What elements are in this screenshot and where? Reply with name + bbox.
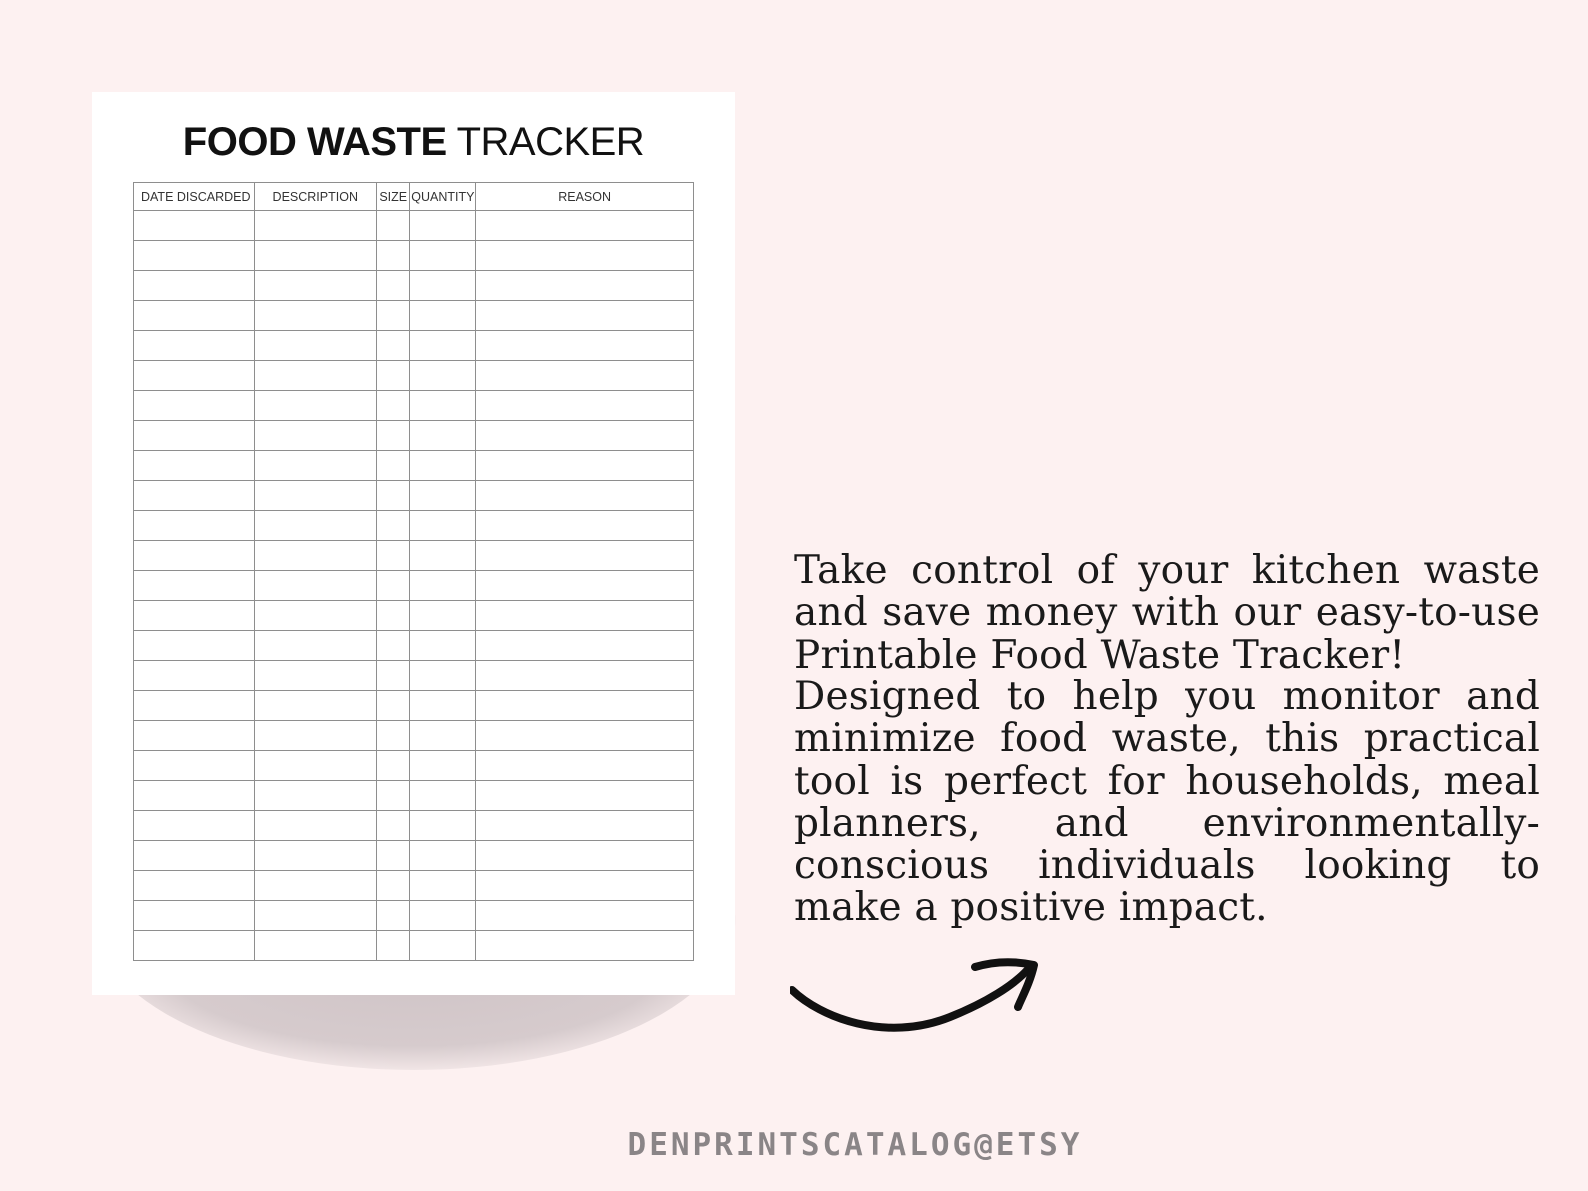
- table-cell: [410, 421, 476, 451]
- table-cell: [254, 841, 377, 871]
- table-cell: [476, 901, 694, 931]
- table-cell: [377, 631, 410, 661]
- table-cell: [410, 331, 476, 361]
- table-cell: [134, 211, 255, 241]
- table-cell: [476, 271, 694, 301]
- table-cell: [476, 631, 694, 661]
- table-cell: [254, 511, 377, 541]
- table-cell: [254, 691, 377, 721]
- table-cell: [476, 571, 694, 601]
- description-paragraph-2: Designed to help you monitor and minimize food waste, this practical tool is perfect for households, meal planners, and environmentally-conscious individuals looking to make a positive impact.: [794, 674, 1540, 931]
- table-row: [134, 421, 694, 451]
- table-cell: [377, 811, 410, 841]
- table-cell: [410, 721, 476, 751]
- table-cell: [254, 481, 377, 511]
- table-cell: [254, 811, 377, 841]
- table-row: [134, 481, 694, 511]
- table-cell: [377, 511, 410, 541]
- table-row: [134, 241, 694, 271]
- table-cell: [410, 931, 476, 961]
- table-cell: [134, 541, 255, 571]
- table-cell: [476, 421, 694, 451]
- table-cell: [410, 511, 476, 541]
- table-cell: [476, 511, 694, 541]
- table-cell: [254, 571, 377, 601]
- table-cell: [254, 541, 377, 571]
- table-cell: [254, 781, 377, 811]
- table-row: [134, 301, 694, 331]
- tracker-table: [133, 182, 694, 961]
- column-header-reason: REASON: [476, 183, 694, 211]
- table-cell: [254, 931, 377, 961]
- table-row: [134, 811, 694, 841]
- table-cell: [377, 601, 410, 631]
- curved-arrow-right-icon: [790, 955, 1050, 1055]
- table-cell: [476, 241, 694, 271]
- table-cell: [377, 241, 410, 271]
- table-cell: [476, 301, 694, 331]
- table-cell: [476, 751, 694, 781]
- table-cell: [254, 751, 377, 781]
- table-cell: [476, 841, 694, 871]
- table-cell: [410, 361, 476, 391]
- table-row: [134, 211, 694, 241]
- table-cell: [410, 631, 476, 661]
- table-row: [134, 601, 694, 631]
- table-cell: [377, 271, 410, 301]
- table-cell: [254, 871, 377, 901]
- table-cell: [377, 841, 410, 871]
- table-cell: [134, 751, 255, 781]
- table-cell: [476, 691, 694, 721]
- sheet-title-bold: FOOD WASTE: [182, 120, 447, 164]
- table-cell: [254, 421, 377, 451]
- table-cell: [476, 211, 694, 241]
- table-cell: [134, 661, 255, 691]
- table-row: [134, 691, 694, 721]
- table-cell: [134, 721, 255, 751]
- column-header-date-discarded: DATE DISCARDED: [134, 183, 255, 211]
- table-cell: [134, 241, 255, 271]
- table-row: [134, 721, 694, 751]
- table-cell: [410, 241, 476, 271]
- table-cell: [410, 391, 476, 421]
- table-row: [134, 781, 694, 811]
- table-cell: [134, 871, 255, 901]
- table-cell: [410, 571, 476, 601]
- table-cell: [476, 481, 694, 511]
- table-cell: [134, 391, 255, 421]
- table-row: [134, 361, 694, 391]
- column-header-quantity: QUANTITY: [410, 183, 476, 211]
- table-cell: [476, 361, 694, 391]
- table-cell: [476, 331, 694, 361]
- table-cell: [254, 361, 377, 391]
- table-cell: [377, 781, 410, 811]
- table-cell: [134, 361, 255, 391]
- table-cell: [410, 451, 476, 481]
- table-row: [134, 631, 694, 661]
- table-cell: [410, 301, 476, 331]
- table-cell: [377, 451, 410, 481]
- table-row: [134, 541, 694, 571]
- table-cell: [254, 211, 377, 241]
- table-cell: [377, 931, 410, 961]
- table-cell: [254, 331, 377, 361]
- table-row: [134, 571, 694, 601]
- table-cell: [377, 901, 410, 931]
- column-header-description: DESCRIPTION: [254, 183, 377, 211]
- table-cell: [377, 691, 410, 721]
- table-row: [134, 931, 694, 961]
- table-cell: [410, 691, 476, 721]
- table-cell: [410, 271, 476, 301]
- table-cell: [476, 871, 694, 901]
- table-cell: [377, 211, 410, 241]
- table-cell: [410, 601, 476, 631]
- table-cell: [410, 751, 476, 781]
- table-cell: [377, 391, 410, 421]
- table-cell: [134, 901, 255, 931]
- table-cell: [134, 631, 255, 661]
- table-cell: [134, 841, 255, 871]
- table-cell: [476, 781, 694, 811]
- table-cell: [476, 721, 694, 751]
- sheet-title: [92, 120, 735, 165]
- table-cell: [134, 301, 255, 331]
- table-cell: [476, 661, 694, 691]
- table-cell: [476, 811, 694, 841]
- table-cell: [377, 481, 410, 511]
- tracker-table-body: [134, 211, 694, 961]
- table-cell: [476, 391, 694, 421]
- table-cell: [134, 511, 255, 541]
- table-cell: [254, 451, 377, 481]
- description-paragraph-1: Take control of your kitchen waste and save money with our easy-to-use Printable Food Waste Tracker!: [794, 548, 1540, 678]
- shop-credit: DENPRINTSCATALOG@ETSY: [627, 1127, 1083, 1163]
- table-cell: [134, 931, 255, 961]
- table-cell: [476, 541, 694, 571]
- column-header-size: SIZE: [377, 183, 410, 211]
- table-cell: [377, 751, 410, 781]
- table-cell: [254, 601, 377, 631]
- table-cell: [377, 421, 410, 451]
- table-cell: [134, 691, 255, 721]
- table-cell: [254, 271, 377, 301]
- table-row: [134, 331, 694, 361]
- table-cell: [134, 421, 255, 451]
- table-cell: [410, 841, 476, 871]
- table-cell: [254, 721, 377, 751]
- table-cell: [254, 631, 377, 661]
- table-cell: [377, 571, 410, 601]
- table-row: [134, 751, 694, 781]
- table-cell: [410, 481, 476, 511]
- table-row: [134, 661, 694, 691]
- table-cell: [134, 481, 255, 511]
- table-row: [134, 871, 694, 901]
- table-cell: [254, 901, 377, 931]
- table-row: [134, 271, 694, 301]
- table-cell: [410, 871, 476, 901]
- table-cell: [410, 811, 476, 841]
- table-cell: [377, 661, 410, 691]
- table-cell: [134, 811, 255, 841]
- table-row: [134, 511, 694, 541]
- table-cell: [410, 541, 476, 571]
- table-cell: [476, 601, 694, 631]
- table-header-row: [134, 183, 694, 211]
- table-cell: [134, 781, 255, 811]
- sheet-title-light: TRACKER: [456, 120, 645, 164]
- table-cell: [254, 391, 377, 421]
- table-row: [134, 451, 694, 481]
- description-text: [794, 550, 1540, 930]
- table-cell: [254, 301, 377, 331]
- table-cell: [410, 211, 476, 241]
- table-cell: [134, 331, 255, 361]
- table-cell: [134, 271, 255, 301]
- table-cell: [377, 301, 410, 331]
- table-cell: [134, 451, 255, 481]
- table-cell: [476, 931, 694, 961]
- table-cell: [476, 451, 694, 481]
- table-cell: [134, 571, 255, 601]
- table-cell: [410, 661, 476, 691]
- table-cell: [410, 901, 476, 931]
- table-row: [134, 841, 694, 871]
- table-cell: [377, 871, 410, 901]
- table-cell: [410, 781, 476, 811]
- table-cell: [134, 601, 255, 631]
- table-cell: [254, 241, 377, 271]
- table-cell: [377, 361, 410, 391]
- table-cell: [377, 721, 410, 751]
- tracker-sheet: [92, 92, 735, 995]
- table-cell: [377, 331, 410, 361]
- table-cell: [254, 661, 377, 691]
- table-row: [134, 391, 694, 421]
- table-row: [134, 901, 694, 931]
- table-cell: [377, 541, 410, 571]
